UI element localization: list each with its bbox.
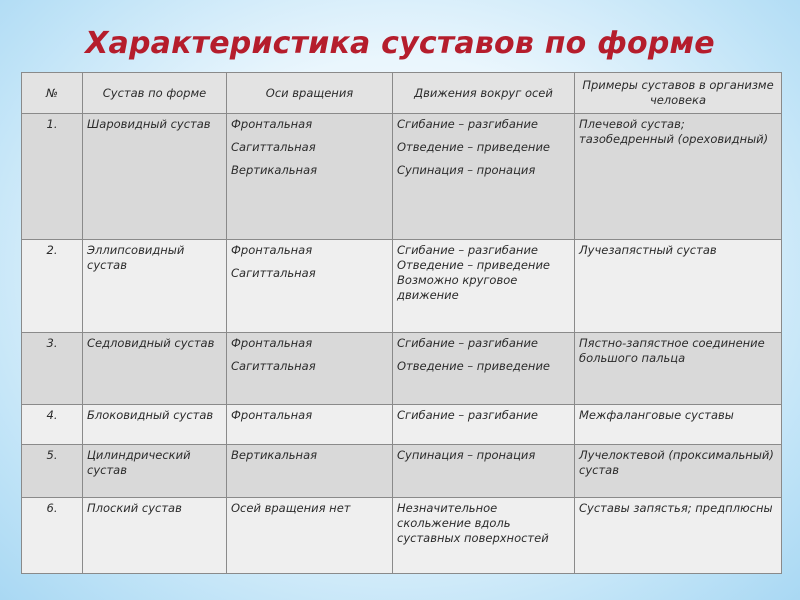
movements-cell bbox=[393, 114, 575, 240]
axis-item: Вертикальная bbox=[231, 448, 318, 462]
axis-item: Фронтальная bbox=[231, 408, 313, 422]
joint-name: Плоский сустав bbox=[83, 498, 227, 574]
movement-item: Сгибание – разгибание bbox=[397, 117, 538, 131]
header-number: № bbox=[22, 73, 83, 114]
examples-cell: Лучелоктевой (проксимальный) сустав bbox=[575, 445, 782, 498]
joint-name: Цилиндрический сустав bbox=[83, 445, 227, 498]
row-number: 5. bbox=[22, 445, 83, 498]
axis-item: Сагиттальная bbox=[231, 140, 316, 154]
movement-item: Незначительное скольжение вдоль суставных поверхностей bbox=[397, 501, 549, 545]
row-number: 6. bbox=[22, 498, 83, 574]
axis-item: Фронтальная bbox=[231, 243, 313, 257]
movement-item: Супинация – пронация bbox=[397, 448, 536, 462]
axes-cell bbox=[227, 114, 393, 240]
axis-item: Сагиттальная bbox=[231, 266, 316, 280]
axes-cell bbox=[227, 445, 393, 498]
header-joint: Сустав по форме bbox=[83, 73, 227, 114]
examples-cell: Межфаланговые суставы bbox=[575, 405, 782, 445]
movement-item: Отведение – приведение bbox=[397, 359, 550, 373]
examples-cell: Плечевой сустав; тазобедренный (ореховидный) bbox=[575, 114, 782, 240]
header-examples: Примеры суставов в организме человека bbox=[575, 73, 782, 114]
movement-item: Супинация – пронация bbox=[397, 163, 536, 177]
row-number: 4. bbox=[22, 405, 83, 445]
axis-item: Фронтальная bbox=[231, 117, 313, 131]
axes-cell bbox=[227, 333, 393, 405]
table-row bbox=[22, 498, 782, 574]
axes-cell bbox=[227, 405, 393, 445]
axis-item: Вертикальная bbox=[231, 163, 318, 177]
joint-name: Блоковидный сустав bbox=[83, 405, 227, 445]
header-movements: Движения вокруг осей bbox=[393, 73, 575, 114]
movement-item: Отведение – приведение bbox=[397, 258, 550, 272]
movement-item: Сгибание – разгибание bbox=[397, 336, 538, 350]
movements-cell bbox=[393, 333, 575, 405]
examples-cell: Пястно-запястное соединение большого пальца bbox=[575, 333, 782, 405]
table-row bbox=[22, 405, 782, 445]
joint-name: Седловидный сустав bbox=[83, 333, 227, 405]
joint-name: Эллипсовидный сустав bbox=[83, 240, 227, 333]
row-number: 2. bbox=[22, 240, 83, 333]
header-axes: Оси вращения bbox=[227, 73, 393, 114]
table-row bbox=[22, 445, 782, 498]
axis-item: Фронтальная bbox=[231, 336, 313, 350]
examples-cell: Суставы запястья; предплюсны bbox=[575, 498, 782, 574]
row-number: 1. bbox=[22, 114, 83, 240]
axes-cell bbox=[227, 498, 393, 574]
examples-cell: Лучезапястный сустав bbox=[575, 240, 782, 333]
axes-cell bbox=[227, 240, 393, 333]
table-row bbox=[22, 333, 782, 405]
movements-cell bbox=[393, 445, 575, 498]
table-header-row bbox=[22, 73, 782, 114]
axis-item: Сагиттальная bbox=[231, 359, 316, 373]
movements-cell bbox=[393, 498, 575, 574]
movements-cell bbox=[393, 405, 575, 445]
movement-item: Возможно круговое движение bbox=[397, 273, 518, 302]
row-number: 3. bbox=[22, 333, 83, 405]
movement-item: Отведение – приведение bbox=[397, 140, 550, 154]
slide-title: Характеристика суставов по форме bbox=[85, 26, 715, 61]
joint-name: Шаровидный сустав bbox=[83, 114, 227, 240]
joints-table bbox=[21, 72, 782, 574]
movement-item: Сгибание – разгибание bbox=[397, 243, 538, 257]
movements-cell bbox=[393, 240, 575, 333]
movement-item: Сгибание – разгибание bbox=[397, 408, 538, 422]
axis-item: Осей вращения нет bbox=[231, 501, 351, 515]
table-row bbox=[22, 114, 782, 240]
table-row bbox=[22, 240, 782, 333]
